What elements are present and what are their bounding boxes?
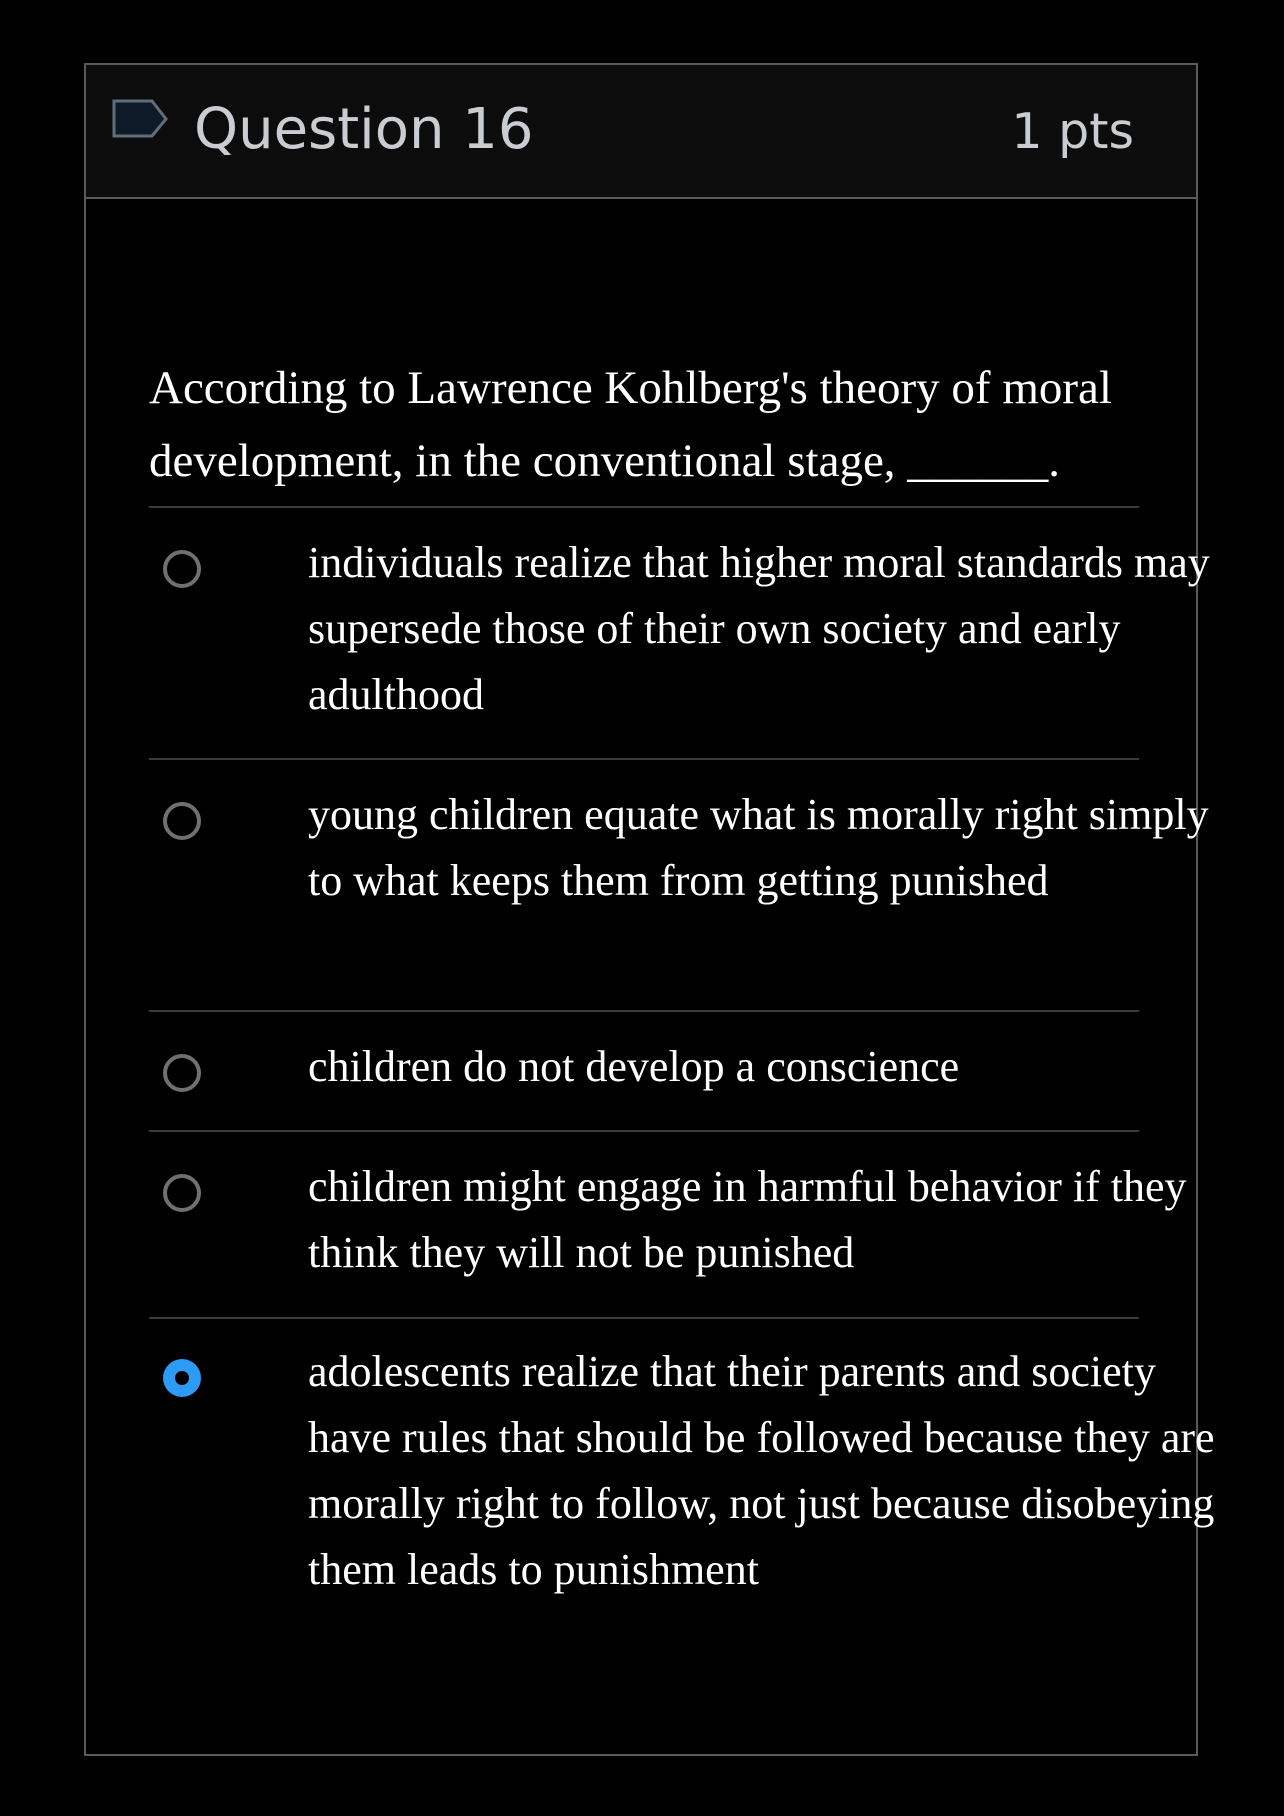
answer-option[interactable] <box>149 758 1209 1010</box>
question-points: 1 pts <box>1011 103 1134 160</box>
answer-option[interactable] <box>149 1130 1187 1317</box>
radio-unchecked-icon[interactable] <box>163 1174 201 1212</box>
question-text: According to Lawrence Kohlberg's theory of moral development, in the conventional stage, ______. <box>149 362 1112 487</box>
answer-label: adolescents realize that their parents and society have rules that should be followed because they are morally right to follow, not just because disobeying them leads to punishment <box>308 1347 1215 1594</box>
question-title: Question 16 <box>194 97 534 162</box>
radio-unchecked-icon[interactable] <box>163 802 201 840</box>
answer-label: children do not develop a conscience <box>308 1042 960 1091</box>
answer-list <box>149 506 1215 1697</box>
answer-option-selected[interactable] <box>149 1317 1215 1697</box>
answer-label: young children equate what is morally right simply to what keeps them from getting punished <box>308 790 1209 905</box>
radio-checked-icon[interactable] <box>163 1359 201 1397</box>
flag-icon[interactable] <box>110 96 174 146</box>
answer-label: children might engage in harmful behavior if they think they will not be punished <box>308 1162 1187 1277</box>
answer-option[interactable] <box>149 506 1210 758</box>
question-header <box>86 65 1196 199</box>
radio-unchecked-icon[interactable] <box>163 1054 201 1092</box>
radio-unchecked-icon[interactable] <box>163 550 201 588</box>
answer-option[interactable] <box>149 1010 1139 1130</box>
question-card <box>84 63 1215 1756</box>
answer-label: individuals realize that higher moral standards may supersede those of their own society and early adulthood <box>308 538 1210 719</box>
